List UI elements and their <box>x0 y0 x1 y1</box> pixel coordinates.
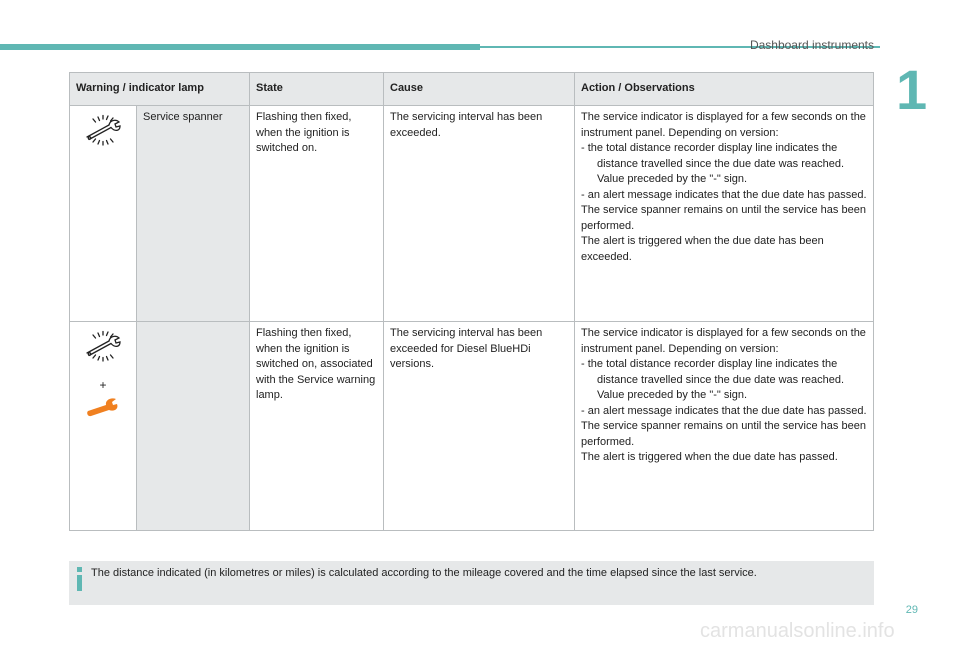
lamp-cause: The servicing interval has been exceeded. <box>384 106 575 322</box>
plus-sign: + <box>99 377 107 392</box>
lamp-icon-cell <box>70 322 137 531</box>
info-note-text: The distance indicated (in kilometres or miles) is calculated according to the mileage covered and the time elapsed since the last service. <box>91 567 757 579</box>
table-row <box>70 106 874 322</box>
action-outro: The service spanner remains on until the service has been performed. <box>581 420 866 448</box>
warning-lamp-table <box>69 72 874 531</box>
info-icon <box>77 567 82 591</box>
header-lamp: Warning / indicator lamp <box>70 73 250 106</box>
info-note <box>69 561 874 605</box>
header-state: State <box>250 73 384 106</box>
table-row <box>70 322 874 531</box>
action-intro: The service indicator is displayed for a few seconds on the instrument panel. Depending on version: <box>581 111 866 139</box>
lamp-action <box>575 106 874 322</box>
action-outro: The alert is triggered when the due date has passed. <box>581 451 838 463</box>
header-action: Action / Observations <box>575 73 874 106</box>
lamp-state: Flashing then fixed, when the ignition is switched on. <box>250 106 384 322</box>
section-title: Dashboard instruments <box>749 38 874 52</box>
lamp-cause: The servicing interval has been exceeded for Diesel BlueHDi versions. <box>384 322 575 531</box>
table-header-row <box>70 73 874 106</box>
lamp-state: Flashing then fixed, when the ignition is switched on, associated with the Service warning lamp. <box>250 322 384 531</box>
service-spanner-icon <box>83 326 123 366</box>
chapter-number: 1 <box>896 58 928 121</box>
action-bullet: - an alert message indicates that the due date has passed. <box>581 404 867 417</box>
service-warning-wrench-icon <box>86 397 120 417</box>
action-bullet: - the total distance recorder display line indicates the distance travelled since the due date was reached. Value preceded by the "-" sign. <box>581 142 845 185</box>
page-number: 29 <box>905 604 918 616</box>
watermark: carmanualsonline.info <box>700 620 895 642</box>
lamp-name: Service spanner <box>137 106 250 322</box>
service-spanner-icon <box>83 110 123 150</box>
lamp-icon-cell <box>70 106 137 322</box>
header-accent-bar <box>0 44 480 50</box>
header-cause: Cause <box>384 73 575 106</box>
action-bullet: - an alert message indicates that the due date has passed. <box>581 188 867 201</box>
action-outro: The alert is triggered when the due date has been exceeded. <box>581 235 824 263</box>
lamp-action <box>575 322 874 531</box>
action-intro: The service indicator is displayed for a few seconds on the instrument panel. Depending on version: <box>581 327 866 355</box>
lamp-name <box>137 322 250 531</box>
action-outro: The service spanner remains on until the service has been performed. <box>581 204 866 232</box>
action-bullet: - the total distance recorder display line indicates the distance travelled since the due date was reached. Value preceded by the "-" sign. <box>581 358 845 401</box>
